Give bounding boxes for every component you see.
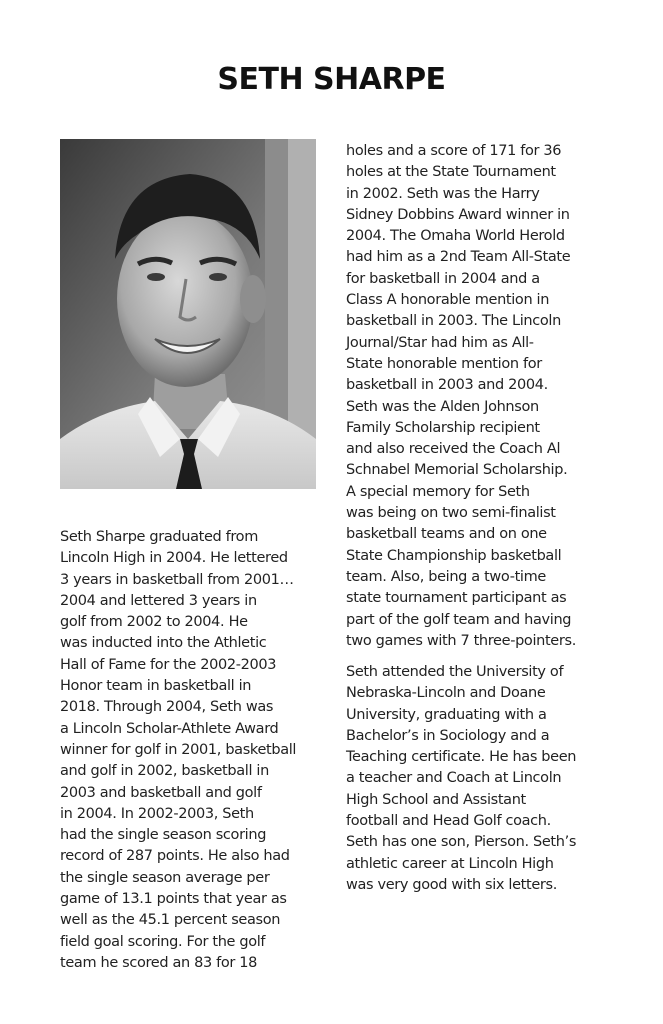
text-line: holes and a score of 171 for 36 [346,143,562,159]
text-line: Hall of Fame for the 2002-2003 [60,656,277,673]
text-line: athletic career at Lincoln High [346,855,554,872]
text-line: University, graduating with a [346,706,547,723]
text-line: part of the golf team and having [346,611,572,628]
text-line: State honorable mention for [346,355,542,372]
text-line: a teacher and Coach at Lincoln [346,770,562,787]
text-line: winner for golf in 2001, basketball [60,741,297,758]
text-line: holes at the State Tournament [346,164,556,181]
text-line: basketball in 2003 and 2004. [346,377,548,394]
text-line: football and Head Golf coach. [346,813,551,830]
text-line: a Lincoln Scholar-Athlete Award [60,720,279,737]
portrait-image [60,139,316,489]
text-line: Seth was the Alden Johnson [346,398,539,415]
text-line: team he scored an 83 for 18 [60,954,258,971]
text-line: 2018. Through 2004, Seth was [60,699,274,716]
text-line: Seth Sharpe graduated from [60,529,258,545]
text-line: High School and Assistant [346,791,526,808]
text-line: 3 years in basketball from 2001… [60,571,294,588]
text-line: State Championship basketball [346,547,562,564]
text-line: in 2004. In 2002-2003, Seth [60,805,254,822]
biography-right-column [346,141,614,652]
text-line: for basketball in 2004 and a [346,270,540,287]
portrait-photo [60,139,316,489]
text-line: Class A honorable mention in [346,292,550,309]
text-line: had the single season scoring [60,827,267,844]
text-line: and also received the Coach Al [346,441,561,458]
biography-closing-paragraph [346,662,614,896]
text-line: was very good with six letters. [346,876,557,893]
text-line: 2004 and lettered 3 years in [60,592,257,609]
text-line: Family Scholarship recipient [346,419,540,436]
text-line: A special memory for Seth [346,483,530,500]
text-line: record of 287 points. He also had [60,848,290,865]
text-line: 2003 and basketball and golf [60,784,262,801]
text-line: Journal/Star had him as All- [346,334,534,351]
text-line: Bachelor’s in Sociology and a [346,727,550,744]
text-line: basketball in 2003. The Lincoln [346,313,561,330]
text-line: the single season average per [60,869,270,886]
text-line: Seth attended the University of [346,664,564,680]
page-title: SETH SHARPE [217,62,446,97]
text-line: Honor team in basketball in [60,678,252,695]
text-line: Sidney Dobbins Award winner in [346,206,570,223]
text-line: was being on two semi-finalist [346,505,556,522]
text-line: Schnabel Memorial Scholarship. [346,462,568,479]
text-line: team. Also, being a two-time [346,568,546,585]
text-line: field goal scoring. For the golf [60,933,266,950]
biography-left-column [60,527,328,974]
text-line: had him as a 2nd Team All-State [346,249,571,266]
text-line: was inducted into the Athletic [60,635,267,652]
text-line: game of 13.1 points that year as [60,891,287,908]
text-line: in 2002. Seth was the Harry [346,185,540,202]
text-line: two games with 7 three-pointers. [346,632,576,649]
text-line: 2004. The Omaha World Herold [346,228,565,245]
text-line: Seth has one son, Pierson. Seth’s [346,834,577,851]
text-line: Teaching certificate. He has been [346,749,577,766]
text-line: Nebraska-Lincoln and Doane [346,685,546,702]
text-line: state tournament participant as [346,590,567,607]
text-line: basketball teams and on one [346,526,547,543]
text-line: well as the 45.1 percent season [60,912,281,929]
text-line: golf from 2002 to 2004. He [60,614,248,631]
text-line: Lincoln High in 2004. He lettered [60,550,288,567]
text-line: and golf in 2002, basketball in [60,763,269,780]
